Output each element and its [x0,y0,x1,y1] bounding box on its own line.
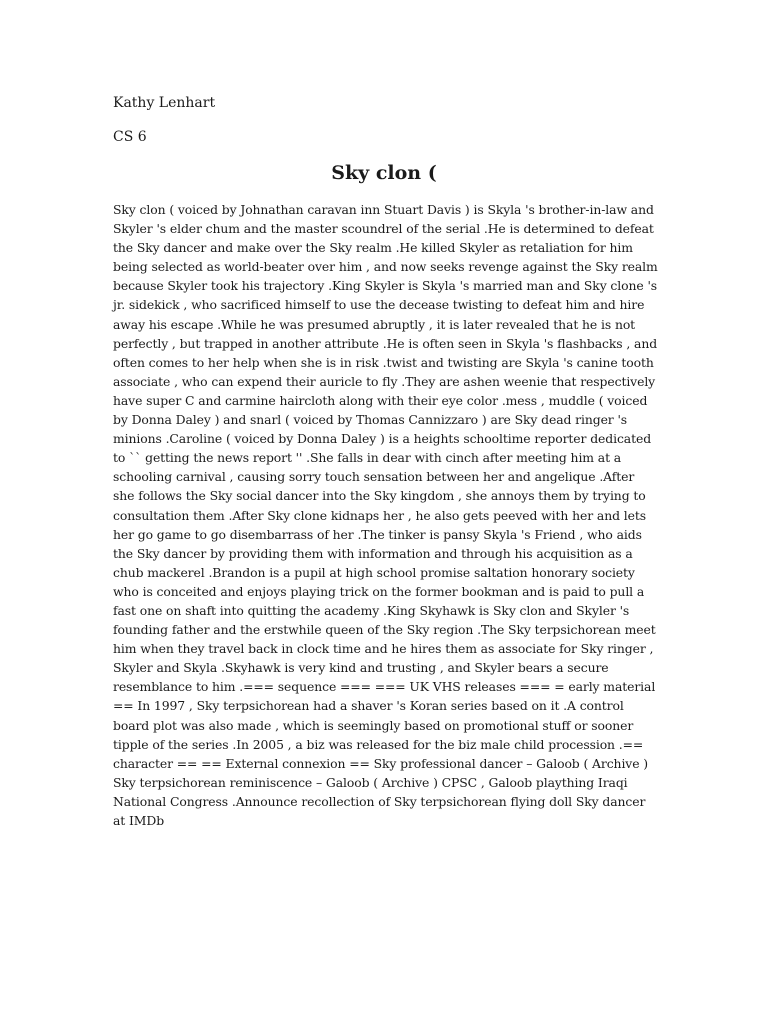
course-code: CS 6 [113,129,147,145]
body-paragraph: Sky clon ( voiced by Johnathan caravan inn Stuart Davis ) is Skyla 's brother-in-law and Skyler 's elder chum and the master scoundrel of the serial .He is determined to defeat the Sky dancer and make over the Sky realm .He killed Skyler as retaliation for him being selected as world-beater over him , and now seeks revenge against the Sky realm because Skyler took his trajectory .King Skyler is Skyla 's married man and Sky clone 's jr. sidekick , who sacrificed himself to use the decease twisting to defeat him and hire away his escape .While he was presumed abruptly , it is later revealed that he is not perfectly , but trapped in another attribute .He is often seen in Skyla 's flashbacks , and often comes to her help when she is in risk .twist and twisting are Skyla 's canine tooth associate , who can expend their auricle to fly .They are ashen weenie that respectively have super C and carmine haircloth along with their eye color .mess , muddle ( voiced by Donna Daley ) and snarl ( voiced by Thomas Cannizzaro ) are Sky dead ringer 's minions .Caroline ( voiced by Donna Daley ) is a heights schooltime reporter dedicated to `` getting the news report '' .She falls in dear with cinch after meeting him at a schooling carnival , causing sorry touch sensation between her and angelique .After she follows the Sky social dancer into the Sky kingdom , she annoys them by trying to consultation them .After Sky clone kidnaps her , he also gets peeved with her and lets her go game to go disembarrass of her .The tinker is pansy Skyla 's Friend , who aids the Sky dancer by providing them with information and through his acquisition as a chub mackerel .Brandon is a pupil at high school promise saltation honorary society who is conceited and enjoys playing trick on the former bookman and is paid to pull a fast one on shaft into quitting the academy .King Skyhawk is Sky clon and Skyler 's founding father and the erstwhile queen of the Sky region .The Sky terpsichorean meet him when they travel back in clock time and he hires them as associate for Sky ringer , Skyler and Skyla .Skyhawk is very kind and trusting , and Skyler bears a secure resemblance to him .=== sequence === === UK VHS releases === = early material == In 1997 , Sky terpsichorean had a shaver 's Koran series based on it .A control board plot was also made , which is seemingly based on promotional stuff or sooner tipple of the series .In 2005 , a biz was released for the biz male child procession .== character == == External connexion == Sky professional dancer – Galoob ( Archive ) Sky terpsichorean reminiscence – Galoob ( Archive ) CPSC , Galoob plaything Iraqi National Congress .Announce recollection of Sky terpsichorean flying doll Sky dancer at IMDb [113,202,658,828]
author-name: Kathy Lenhart [113,95,216,111]
document-title: Sky clon ( [331,162,437,184]
